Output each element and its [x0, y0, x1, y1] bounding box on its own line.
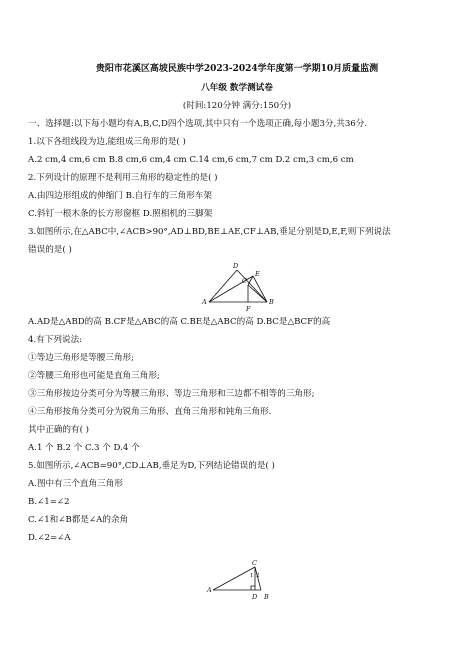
q3-options: A.AD是△ABD的高 B.CF是△ABC的高 C.BE是△ABC的高 D.BC是△BCF的高: [28, 317, 331, 327]
q5-angle-2: 2: [256, 573, 260, 579]
q5-label-B: B: [264, 593, 269, 601]
q5-option-a: A.图中有三个直角三角形: [28, 479, 123, 489]
exam-title: 贵阳市花溪区高坡民族中学2023-2024学年度第一学期10月质量监测: [95, 64, 379, 74]
q5-option-c: C.∠1和∠B都是∠A的余角: [28, 515, 129, 525]
q5-label-C: C: [252, 559, 257, 567]
q1-stem: 1.以下各组线段为边,能组成三角形的是( ): [28, 137, 186, 147]
q4-question: 其中正确的有( ): [28, 425, 89, 435]
q3-stem-line2: 错误的是( ): [28, 245, 72, 255]
q1-options: A.2 cm,4 cm,6 cm B.8 cm,6 cm,4 cm C.14 cm,6 cm,7 cm D.2 cm,3 cm,6 cm: [28, 155, 354, 165]
q4-item-4: ④三角形按角分类可分为锐角三角形、直角三角形和钝角三角形.: [28, 407, 272, 417]
q5-angle-1: 1: [250, 573, 254, 579]
q3-label-F: F: [246, 305, 251, 313]
q3-label-D: D: [233, 262, 239, 270]
q3-label-C: C: [242, 277, 247, 285]
q3-label-A: A: [202, 298, 207, 306]
q3-label-B: B: [269, 298, 274, 306]
q2-options-row1: A.由四边形组成的伸缩门 B.自行车的三角形车架: [28, 191, 212, 201]
q4-item-3: ③三角形按边分类可分为等腰三角形、等边三角形和三边都不相等的三角形;: [28, 389, 315, 399]
q5-stem: 5.如图所示,∠ACB=90°,CD⊥AB,垂足为D,下列结论错误的是( ): [28, 461, 275, 471]
q2-options-row2: C.斜钉一根木条的长方形窗框 D.照相机的三脚架: [28, 209, 213, 219]
q5-option-b: B.∠1=∠2: [28, 497, 70, 507]
q4-stem: 4.有下列说法:: [28, 335, 83, 345]
q4-item-2: ②等腰三角形也可能是直角三角形;: [28, 371, 160, 381]
q5-label-A: A: [207, 586, 212, 594]
exam-meta: (时间:120分钟 满分:150分): [182, 101, 292, 111]
q2-stem: 2.下列设计的原理不是利用三角形的稳定性的是( ): [28, 173, 218, 183]
exam-subtitle: 八年级 数学测试卷: [201, 83, 273, 93]
q4-options: A.1 个 B.2 个 C.3 个 D.4 个: [28, 443, 140, 453]
q5-option-d: D.∠2=∠A: [28, 533, 71, 543]
q3-label-E: E: [255, 270, 260, 278]
q3-stem-line1: 3.如图所示,在△ABC中,∠ACB>90°,AD⊥BD,BE⊥AE,CF⊥AB,垂足分别是D,E,F,则下列说法: [28, 227, 391, 237]
section-heading: 一、选择题:以下每小题均有A,B,C,D四个选项,其中只有一个选项正确,每小题3分,共36分.: [28, 119, 368, 129]
q5-label-D: D: [252, 593, 258, 601]
q4-item-1: ①等边三角形是等腰三角形;: [28, 353, 135, 363]
